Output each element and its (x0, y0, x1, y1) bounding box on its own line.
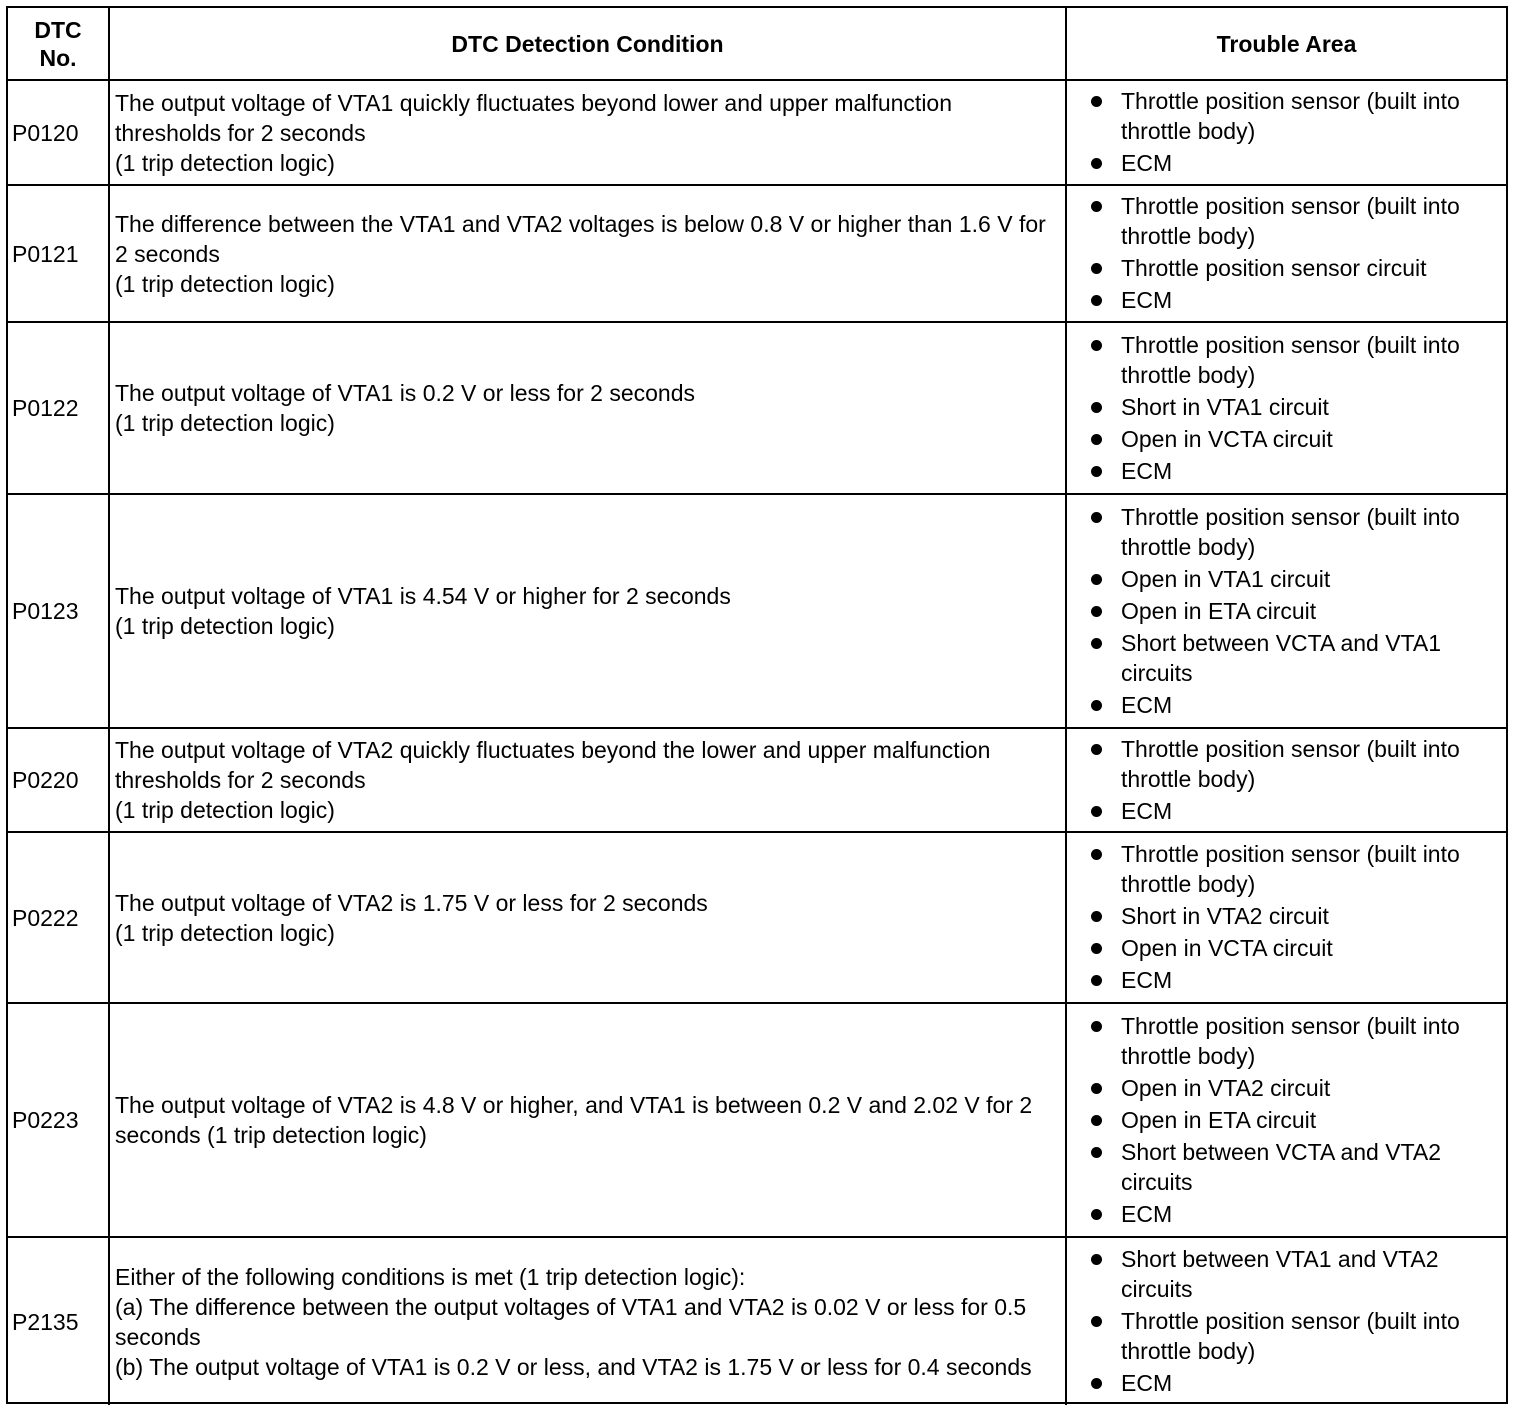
list-item (1089, 86, 1498, 146)
bullet-icon (1091, 638, 1102, 649)
condition-line: The output voltage of VTA2 is 1.75 V or less for 2 seconds (115, 889, 708, 916)
trouble-area (1066, 1003, 1506, 1237)
trouble-area-text: Short in VTA2 circuit (1121, 903, 1329, 929)
detection-condition (109, 80, 1066, 185)
bullet-icon (1091, 574, 1102, 585)
list-item (1089, 965, 1498, 995)
trouble-area-list (1089, 86, 1498, 178)
bullet-icon (1091, 512, 1102, 523)
condition-line: The difference between the VTA1 and VTA2 voltages is below 0.8 V or higher than 1.6 V for 2 seconds (115, 210, 1046, 267)
bullet-icon (1091, 1254, 1102, 1265)
bullet-icon (1091, 96, 1102, 107)
trouble-area-text: ECM (1121, 1370, 1173, 1396)
trouble-area-text: Short between VCTA and VTA1 circuits (1121, 629, 1442, 686)
list-item (1089, 191, 1498, 251)
dtc-code: P0220 (8, 728, 109, 832)
list-item (1089, 456, 1498, 486)
bullet-icon (1091, 434, 1102, 445)
condition-line: (1 trip detection logic) (115, 919, 335, 946)
list-item (1089, 392, 1498, 422)
list-item (1089, 330, 1498, 390)
list-item (1089, 1368, 1498, 1398)
trouble-area-text: ECM (1121, 1200, 1173, 1227)
bullet-icon (1091, 158, 1102, 169)
list-item (1089, 1199, 1498, 1229)
bullet-icon (1091, 975, 1102, 986)
trouble-area-list (1089, 191, 1498, 315)
table-row (8, 728, 1506, 832)
trouble-area (1066, 494, 1506, 728)
table-row (8, 832, 1506, 1003)
dtc-table-container (6, 6, 1508, 1404)
trouble-area-text: Short between VTA1 and VTA2 circuits (1121, 1246, 1439, 1302)
header-row (8, 8, 1506, 80)
dtc-code: P0223 (8, 1003, 109, 1237)
list-item (1089, 596, 1498, 626)
bullet-icon (1091, 1378, 1102, 1389)
trouble-area-text: ECM (1121, 691, 1173, 718)
bullet-icon (1091, 263, 1102, 274)
condition-line: (b) The output voltage of VTA1 is 0.2 V or less, and VTA2 is 1.75 V or less for 0.4 seconds (115, 1353, 1032, 1380)
table-row (8, 1003, 1506, 1237)
trouble-area-text: Throttle position sensor (built into throttle body) (1121, 1012, 1460, 1069)
bullet-icon (1091, 295, 1102, 306)
trouble-area-text: Open in VTA1 circuit (1121, 565, 1331, 592)
trouble-area-list (1089, 1244, 1498, 1398)
bullet-icon (1091, 201, 1102, 212)
trouble-area-list (1089, 1011, 1498, 1229)
bullet-icon (1091, 1147, 1102, 1158)
trouble-area-text: Throttle position sensor (built into throttle body) (1121, 503, 1460, 560)
list-item (1089, 502, 1498, 562)
dtc-table (8, 8, 1506, 1405)
condition-line: The output voltage of VTA1 is 4.54 V or higher for 2 seconds (115, 583, 731, 609)
bullet-icon (1091, 402, 1102, 413)
trouble-area (1066, 185, 1506, 322)
dtc-code: P0122 (8, 322, 109, 494)
trouble-area-text: ECM (1121, 457, 1173, 484)
trouble-area (1066, 832, 1506, 1003)
trouble-area-text: Open in VCTA circuit (1121, 935, 1333, 961)
detection-condition (109, 1003, 1066, 1237)
detection-condition (109, 728, 1066, 832)
condition-line: (1 trip detection logic) (115, 270, 335, 297)
condition-line: The output voltage of VTA1 is 0.2 V or less for 2 seconds (115, 380, 695, 406)
condition-line: The output voltage of VTA2 quickly fluctuates beyond the lower and upper malfunction thresholds for 2 seconds (115, 737, 991, 793)
trouble-area-list (1089, 502, 1498, 720)
list-item (1089, 285, 1498, 315)
list-item (1089, 564, 1498, 594)
list-item (1089, 1105, 1498, 1135)
trouble-area-text: Throttle position sensor (built into throttle body) (1121, 331, 1460, 388)
list-item (1089, 839, 1498, 899)
header-trouble-area: Trouble Area (1066, 8, 1506, 80)
trouble-area-text: ECM (1121, 967, 1173, 993)
trouble-area-text: Open in ETA circuit (1121, 1106, 1317, 1133)
bullet-icon (1091, 606, 1102, 617)
trouble-area (1066, 728, 1506, 832)
table-row (8, 494, 1506, 728)
trouble-area-text: ECM (1121, 797, 1173, 824)
trouble-area (1066, 322, 1506, 494)
trouble-area-list (1089, 839, 1498, 995)
list-item (1089, 148, 1498, 178)
list-item (1089, 1073, 1498, 1103)
dtc-code: P0123 (8, 494, 109, 728)
dtc-code: P0121 (8, 185, 109, 322)
trouble-area-text: Throttle position sensor (built into throttle body) (1121, 193, 1460, 249)
header-dtc-no-text: DTC No. (34, 16, 82, 71)
bullet-icon (1091, 1316, 1102, 1327)
bullet-icon (1091, 744, 1102, 755)
trouble-area-text: Throttle position sensor (built into throttle body) (1121, 735, 1460, 792)
bullet-icon (1091, 1021, 1102, 1032)
bullet-icon (1091, 1209, 1102, 1220)
list-item (1089, 628, 1498, 688)
table-row (8, 1237, 1506, 1405)
bullet-icon (1091, 1083, 1102, 1094)
list-item (1089, 1137, 1498, 1197)
list-item (1089, 1306, 1498, 1366)
list-item (1089, 1011, 1498, 1071)
bullet-icon (1091, 849, 1102, 860)
trouble-area-list (1089, 734, 1498, 826)
trouble-area-text: Throttle position sensor (built into throttle body) (1121, 88, 1460, 144)
trouble-area-text: ECM (1121, 150, 1173, 176)
trouble-area (1066, 80, 1506, 185)
list-item (1089, 901, 1498, 931)
bullet-icon (1091, 1115, 1102, 1126)
condition-line: (1 trip detection logic) (115, 410, 335, 436)
trouble-area-text: Short in VTA1 circuit (1121, 393, 1329, 420)
table-row (8, 185, 1506, 322)
dtc-code: P0222 (8, 832, 109, 1003)
trouble-area-text: Short between VCTA and VTA2 circuits (1121, 1138, 1442, 1195)
bullet-icon (1091, 466, 1102, 477)
detection-condition (109, 322, 1066, 494)
detection-condition (109, 494, 1066, 728)
table-row (8, 80, 1506, 185)
condition-line: (1 trip detection logic) (115, 797, 335, 823)
bullet-icon (1091, 700, 1102, 711)
list-item (1089, 253, 1498, 283)
trouble-area-text: Throttle position sensor (built into throttle body) (1121, 1308, 1460, 1364)
bullet-icon (1091, 943, 1102, 954)
trouble-area-text: Open in VCTA circuit (1121, 425, 1333, 452)
condition-line: (a) The difference between the output voltages of VTA1 and VTA2 is 0.02 V or less for 0.5 seconds (115, 1293, 1027, 1350)
list-item (1089, 796, 1498, 826)
trouble-area-list (1089, 330, 1498, 486)
bullet-icon (1091, 911, 1102, 922)
trouble-area-text: Open in ETA circuit (1121, 597, 1317, 624)
dtc-code: P0120 (8, 80, 109, 185)
detection-condition (109, 832, 1066, 1003)
condition-line: (1 trip detection logic) (115, 149, 335, 176)
list-item (1089, 424, 1498, 454)
trouble-area-text: Throttle position sensor (built into throttle body) (1121, 841, 1460, 897)
trouble-area-text: ECM (1121, 287, 1173, 313)
bullet-icon (1091, 340, 1102, 351)
dtc-code: P2135 (8, 1237, 109, 1405)
header-detection-condition: DTC Detection Condition (109, 8, 1066, 80)
detection-condition (109, 1237, 1066, 1405)
trouble-area (1066, 1237, 1506, 1405)
list-item (1089, 690, 1498, 720)
detection-condition (109, 185, 1066, 322)
trouble-area-text: Open in VTA2 circuit (1121, 1074, 1331, 1101)
list-item (1089, 734, 1498, 794)
condition-line: The output voltage of VTA2 is 4.8 V or higher, and VTA1 is between 0.2 V and 2.02 V for 2 seconds (1 trip detection logic) (115, 1092, 1033, 1148)
bullet-icon (1091, 806, 1102, 817)
header-dtc-no (8, 8, 109, 80)
table-row (8, 322, 1506, 494)
list-item (1089, 933, 1498, 963)
condition-line: The output voltage of VTA1 quickly fluctuates beyond lower and upper malfunction thresholds for 2 seconds (115, 89, 953, 146)
condition-line: (1 trip detection logic) (115, 613, 335, 639)
condition-line: Either of the following conditions is met (1 trip detection logic): (115, 1263, 746, 1290)
list-item (1089, 1244, 1498, 1304)
trouble-area-text: Throttle position sensor circuit (1121, 255, 1427, 281)
